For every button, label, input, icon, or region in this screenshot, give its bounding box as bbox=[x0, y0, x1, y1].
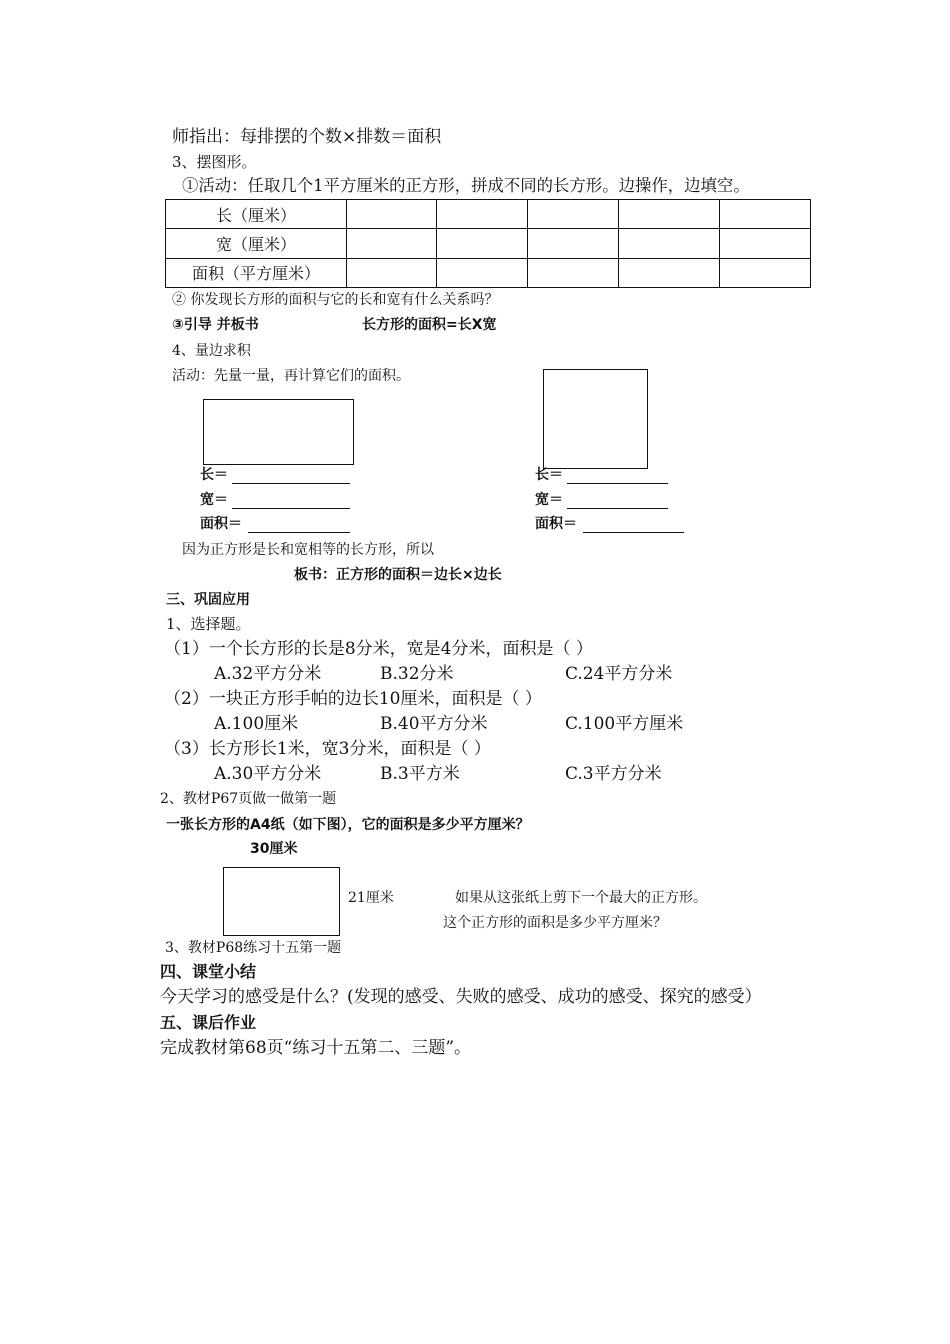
table-cell[interactable] bbox=[347, 229, 437, 258]
follow-up-line-2: 这个正方形的面积是多少平方厘米？ bbox=[443, 915, 667, 931]
table-cell[interactable] bbox=[437, 258, 528, 287]
square-conclusion: 因为正方形是长和宽相等的长方形，所以 bbox=[182, 542, 434, 558]
question-3-option-a[interactable]: A.30平方分米 bbox=[214, 764, 322, 784]
left-area-blank[interactable] bbox=[248, 532, 350, 533]
table-cell[interactable] bbox=[437, 200, 528, 229]
question-1-option-a[interactable]: A.32平方分米 bbox=[214, 664, 322, 684]
left-width-label: 宽＝ bbox=[200, 492, 228, 508]
square-figure bbox=[543, 369, 648, 469]
table-cell[interactable] bbox=[720, 258, 811, 287]
right-length-blank[interactable] bbox=[567, 483, 668, 484]
table-cell[interactable] bbox=[619, 258, 720, 287]
q3-title: 3、教材P68练习十五第一题 bbox=[165, 940, 342, 956]
measure-title: 4、量边求积 bbox=[172, 343, 251, 359]
left-area-label: 面积＝ bbox=[200, 516, 242, 532]
table-cell[interactable] bbox=[347, 258, 437, 287]
right-area-blank[interactable] bbox=[583, 532, 684, 533]
table-cell[interactable] bbox=[347, 200, 437, 229]
q1-title: 1、选择题。 bbox=[166, 615, 251, 633]
left-length-label: 长＝ bbox=[200, 467, 228, 483]
a4-paper-figure bbox=[223, 867, 340, 936]
table-row bbox=[166, 229, 811, 258]
section4-text: 今天学习的感受是什么？(发现的感受、失败的感受、成功的感受、探究的感受） bbox=[160, 987, 762, 1007]
teacher-note: 师指出：每排摆的个数×排数＝面积 bbox=[172, 127, 442, 147]
row-label-area: 面积（平方厘米） bbox=[166, 258, 347, 287]
question-1-stem: （1）一个长方形的长是8分米，宽是4分米，面积是（ ） bbox=[164, 639, 593, 659]
section4-title: 四、课堂小结 bbox=[160, 962, 257, 981]
activity1-text: ①活动：任取几个1平方厘米的正方形，拼成不同的长方形。边操作，边填空。 bbox=[182, 176, 750, 195]
measurement-table bbox=[165, 199, 811, 288]
section5-text: 完成教材第68页“练习十五第二、三题”。 bbox=[160, 1038, 472, 1058]
table-cell[interactable] bbox=[619, 229, 720, 258]
guide-text: ③引导 并板书 bbox=[172, 317, 259, 333]
q2-title: 2、教材P67页做一做第一题 bbox=[160, 791, 337, 807]
a4-width-label: 30厘米 bbox=[250, 841, 298, 857]
right-width-label: 宽＝ bbox=[535, 492, 563, 508]
discover-question: ② 你发现长方形的面积与它的长和宽有什么关系吗？ bbox=[172, 292, 499, 308]
question-2-option-b[interactable]: B.40平方分米 bbox=[380, 714, 488, 734]
section5-title: 五、课后作业 bbox=[160, 1013, 257, 1032]
step3-title: 3、摆图形。 bbox=[172, 153, 257, 171]
left-length-blank[interactable] bbox=[232, 483, 350, 484]
table-cell[interactable] bbox=[437, 229, 528, 258]
table-cell[interactable] bbox=[528, 200, 619, 229]
table-row bbox=[166, 258, 811, 287]
row-label-length: 长（厘米） bbox=[166, 200, 347, 229]
table-cell[interactable] bbox=[528, 258, 619, 287]
question-1-option-b[interactable]: B.32分米 bbox=[380, 664, 454, 684]
follow-up-line-1: 如果从这张纸上剪下一个最大的正方形。 bbox=[455, 890, 707, 906]
question-3-option-c[interactable]: C.3平方分米 bbox=[565, 764, 662, 784]
question-2-option-c[interactable]: C.100平方厘米 bbox=[565, 714, 684, 734]
row-label-width: 宽（厘米） bbox=[166, 229, 347, 258]
rectangle-figure bbox=[203, 399, 354, 465]
rectangle-area-formula: 长方形的面积=长X宽 bbox=[362, 317, 497, 333]
question-3-option-b[interactable]: B.3平方米 bbox=[380, 764, 460, 784]
question-3-stem: （3）长方形长1米，宽3分米，面积是（ ） bbox=[164, 739, 491, 759]
section3-title: 三、巩固应用 bbox=[166, 592, 250, 608]
table-cell[interactable] bbox=[720, 200, 811, 229]
right-length-label: 长＝ bbox=[535, 467, 563, 483]
table-cell[interactable] bbox=[528, 229, 619, 258]
question-2-option-a[interactable]: A.100厘米 bbox=[214, 714, 299, 734]
table-row bbox=[166, 200, 811, 229]
q2-text: 一张长方形的A4纸（如下图），它的面积是多少平方厘米？ bbox=[166, 817, 530, 833]
square-area-formula: 板书：正方形的面积＝边长×边长 bbox=[294, 567, 502, 583]
question-2-stem: （2）一块正方形手帕的边长10厘米，面积是（ ） bbox=[164, 689, 542, 709]
question-1-option-c[interactable]: C.24平方分米 bbox=[565, 664, 673, 684]
measure-activity: 活动：先量一量，再计算它们的面积。 bbox=[172, 368, 410, 384]
left-width-blank[interactable] bbox=[232, 508, 350, 509]
table-cell[interactable] bbox=[720, 229, 811, 258]
a4-height-label: 21厘米 bbox=[348, 890, 394, 906]
right-area-label: 面积＝ bbox=[535, 516, 577, 532]
right-width-blank[interactable] bbox=[567, 508, 668, 509]
table-cell[interactable] bbox=[619, 200, 720, 229]
